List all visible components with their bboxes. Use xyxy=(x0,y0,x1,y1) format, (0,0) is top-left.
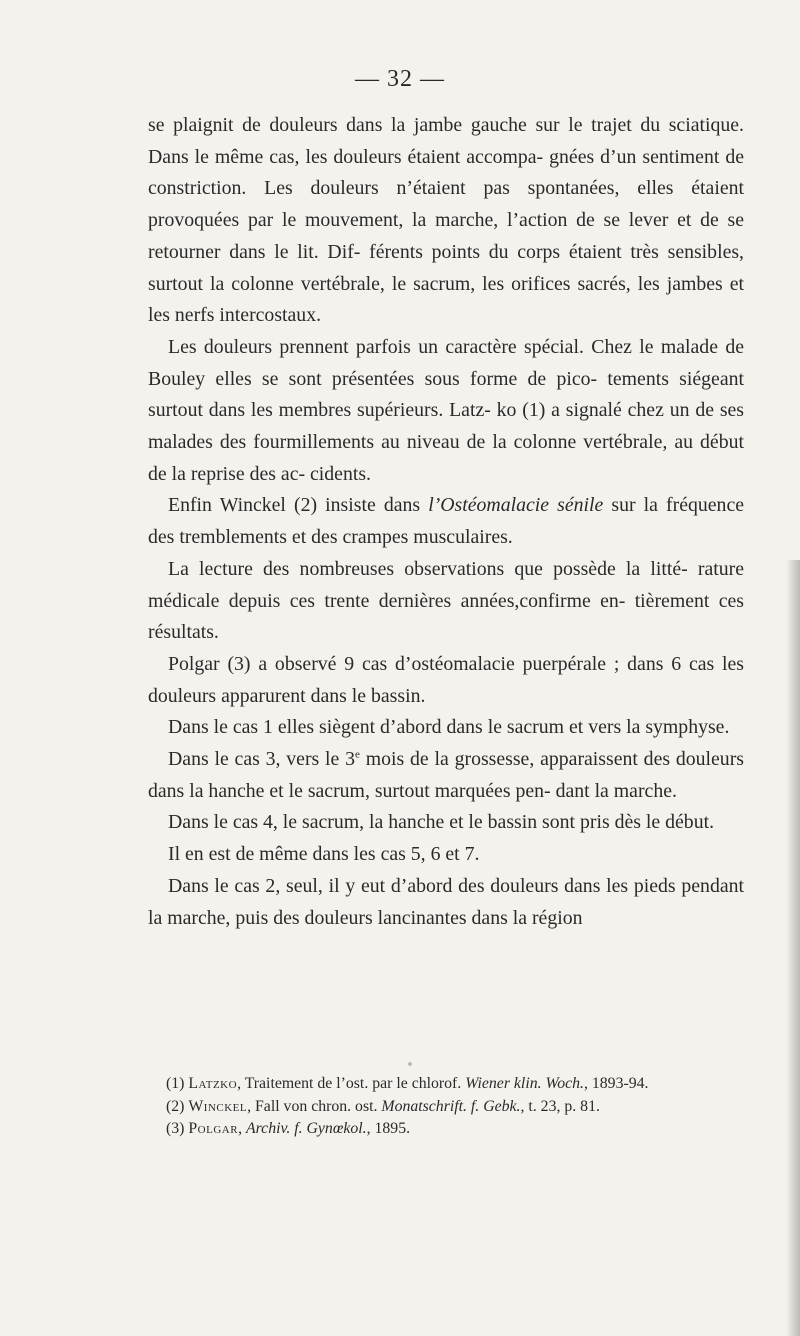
paragraph-3-text-b: sur la fréquence des tremblements et des crampes musculaires. xyxy=(148,494,744,549)
paragraph-7-superscript: e xyxy=(355,748,360,761)
footnote-3-author: Polgar xyxy=(188,1120,239,1137)
footnote-1-journal: Wiener klin. Woch. xyxy=(465,1075,584,1092)
footnote-2-author: Winckel xyxy=(188,1097,248,1115)
paragraph-1: se plaignit de douleurs dans la jambe gauche sur le trajet du sciatique. Dans le même cas, les douleurs étaient accompa- gnées d’un sentiment de constriction. Les douleurs n’étaient pas spontanées, elles étaient provoquées par le mouvement, la marche, l’action de se lever et de se retourner dans le lit. Dif- férents points du corps étaient très sensibles, surtout la colonne vertébrale, le sacrum, les orifices sacrés, les jambes et les nerfs intercostaux. xyxy=(148,114,744,327)
paragraph-4: La lecture des nombreuses observations que possède la litté- rature médicale depuis ces trente dernières années,confirme en- tièrement ces résultats. xyxy=(148,557,744,644)
paragraph-5: Polgar (3) a observé 9 cas d’ostéomalacie puerpérale ; dans 6 cas les douleurs apparurent dans le bassin. xyxy=(148,652,744,707)
paragraph-3-text-a: Enfin Winckel (2) insiste dans xyxy=(168,494,429,517)
footnote-1-text: , Traitement de l’ost. par le chlorof. xyxy=(237,1075,466,1092)
paragraph-7-text-a: Dans le cas 3, vers le 3 xyxy=(168,748,356,771)
footnote-2 xyxy=(148,1096,744,1119)
footnote-3-journal: Archiv. f. Gynœkol. xyxy=(245,1120,367,1137)
paragraph-8: Dans le cas 4, le sacrum, la hanche et le bassin sont pris dès le début. xyxy=(168,811,715,834)
print-speck xyxy=(408,1062,412,1066)
footnote-1 xyxy=(148,1073,744,1096)
body-text xyxy=(148,110,744,934)
paragraph-2: Les douleurs prennent parfois un caractère spécial. Chez le malade de Bouley elles se sont présentées sous forme de pico- tements siégeant surtout dans les membres supérieurs. Latz- ko (1) a signalé chez un de ses malades des fourmillements au niveau de la colonne vertébrale, au début de la reprise des ac- cidents. xyxy=(148,335,744,485)
footnote-3-number: (3) xyxy=(166,1120,189,1137)
footnote-3-tail: , 1895. xyxy=(366,1120,411,1137)
footnote-2-journal: Monatschrift. f. Gebk. xyxy=(381,1097,521,1115)
paragraph-7-text-b: mois de la grossesse, apparaissent des douleurs dans la hanche et le sacrum, surtout marquées pen- dant la marche. xyxy=(148,748,744,802)
paragraph-9: Il en est de même dans les cas 5, 6 et 7. xyxy=(168,843,480,866)
footnote-2-text: , Fall von chron. ost. xyxy=(247,1097,382,1115)
paragraph-10: Dans le cas 2, seul, il y eut d’abord des douleurs dans les pieds pendant la marche, puis des douleurs lancinantes dans la région xyxy=(148,874,744,929)
paragraph-3 xyxy=(148,490,744,553)
page-edge-shadow xyxy=(786,560,800,1336)
page-number: — 32 — xyxy=(355,66,445,92)
paragraph-7 xyxy=(148,744,744,807)
paragraph-3-italic-title: l’Ostéomalacie sénile xyxy=(428,494,604,517)
footnote-3 xyxy=(148,1118,744,1141)
footnotes xyxy=(148,1073,744,1141)
footnote-3-text: , xyxy=(238,1120,246,1137)
footnote-2-tail: , t. 23, p. 81. xyxy=(520,1097,600,1115)
footnote-1-tail: , 1893-94. xyxy=(583,1075,649,1092)
footnote-1-author: Latzko xyxy=(188,1075,238,1092)
footnote-1-number: (1) xyxy=(166,1075,189,1092)
footnote-2-number: (2) xyxy=(166,1097,189,1115)
paragraph-6: Dans le cas 1 elles siègent d’abord dans le sacrum et vers la symphyse. xyxy=(168,716,730,739)
